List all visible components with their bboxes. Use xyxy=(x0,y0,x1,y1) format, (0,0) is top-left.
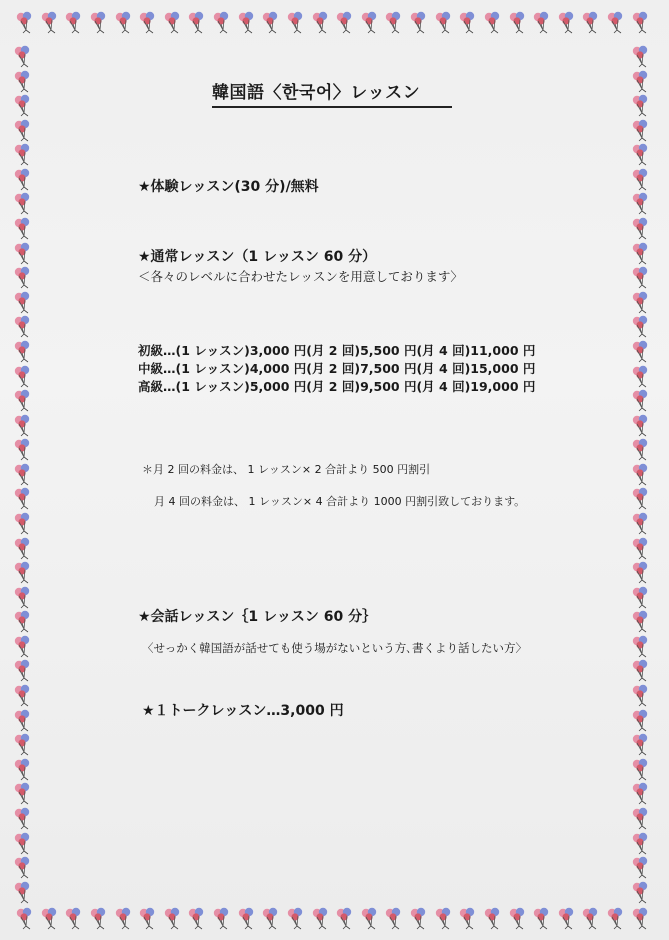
discount-note-four-times: 月 4 回の料金は、 1 レッスン× 4 合計より 1000 円割引致しております。 xyxy=(154,495,526,508)
conversation-lesson-heading: ★会話レッスン｛1 レッスン 60 分｝ xyxy=(138,609,377,625)
page-title: 韓国語〈한국어〉レッスン xyxy=(212,78,452,108)
trial-lesson-heading: ★体験レッスン(30 分)/無料 xyxy=(138,179,319,195)
price-row-intermediate: 中級…(1 レッスン)4,000 円(月 2 回)7,500 円(月 4 回)15,000 円 xyxy=(138,361,536,376)
price-row-beginner: 初級…(1 レッスン)3,000 円(月 2 回)5,500 円(月 4 回)11,000 円 xyxy=(138,343,536,358)
regular-lesson-heading: ★通常レッスン（1 レッスン 60 分） xyxy=(138,249,377,265)
regular-lesson-description: ＜各々のレベルに合わせたレッスンを用意しております〉 xyxy=(138,269,463,284)
discount-note-twice: ＊月 2 回の料金は、 1 レッスン× 2 合計より 500 円割引 xyxy=(142,463,431,476)
talk-lesson-heading: ★１トークレッスン…3,000 円 xyxy=(142,703,344,719)
price-row-advanced: 高級…(1 レッスン)5,000 円(月 2 回)9,500 円(月 4 回)19,000 円 xyxy=(138,379,536,394)
conversation-lesson-description: 〈せっかく韓国語が話せても使う場がないという方､書くより話したい方〉 xyxy=(142,641,528,655)
